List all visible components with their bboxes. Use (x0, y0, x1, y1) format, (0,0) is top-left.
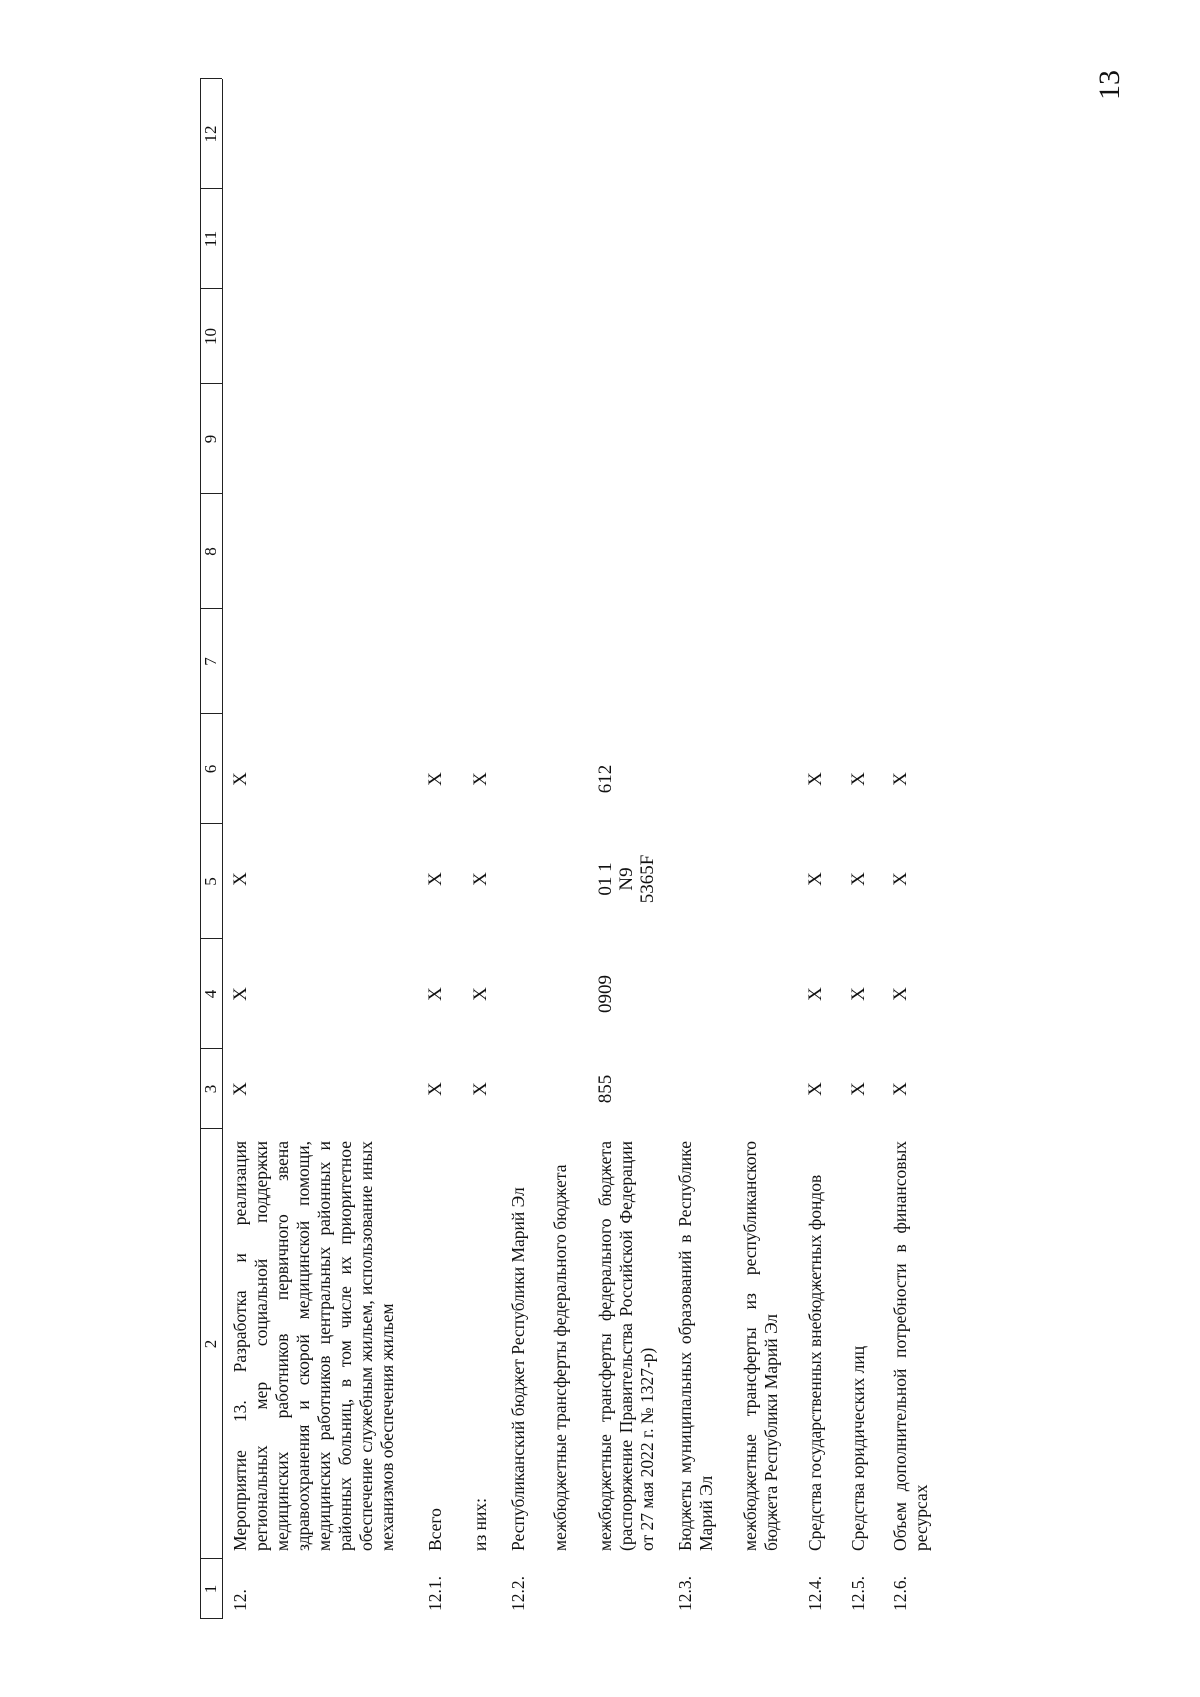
cell-col4: X (890, 987, 911, 1001)
column-header-9: 9 (201, 434, 220, 444)
cell-col6: X (470, 772, 491, 786)
row-name: межбюджетные трансферты из республиканского бюджета Республики Марий Эл (740, 1141, 781, 1551)
budget-table (200, 79, 980, 1619)
row-name: Объем дополнительной потребности в финансовых ресурсах (890, 1141, 931, 1551)
cell-col3: X (890, 1082, 911, 1096)
column-header-11: 11 (201, 230, 220, 248)
row-name: Мероприятие 13. Разработка и реализация региональных мер социальной поддержки медицинских работников первичного звена здравоохранения и скорой медицинской помощи, медицинских работников центральных районных и районных больниц, в том числе их приоритетное обеспечение служебным жильем, использование иных механизмов обеспечения жильем (230, 1141, 397, 1551)
column-header-12: 12 (201, 125, 220, 143)
cell-col3: X (805, 1082, 826, 1096)
column-header-8: 8 (201, 547, 220, 556)
cell-col3: X (848, 1082, 869, 1096)
cell-col4: X (848, 987, 869, 1001)
row-name: Средства юридических лиц (848, 1345, 868, 1551)
cell-col5: X (230, 872, 251, 886)
cell-col4: X (470, 987, 491, 1001)
cell-col5: X (890, 872, 911, 886)
cell-col5-line: 5365F (637, 854, 658, 904)
cell-col6: X (805, 772, 826, 786)
row-number: 12.4. (805, 1576, 825, 1611)
row-name: Всего (425, 1508, 445, 1551)
row-name: Бюджеты муниципальных образований в Республике Марий Эл (675, 1141, 716, 1551)
column-header-5: 5 (201, 877, 220, 886)
cell-col3: X (470, 1082, 491, 1096)
header-bottom-rule (222, 79, 223, 1619)
cell-col3: X (425, 1082, 446, 1096)
cell-col4: X (230, 987, 251, 1001)
cell-col6: X (890, 772, 911, 786)
row-name: Средства государственных внебюджетных фондов (805, 1174, 825, 1551)
cell-col5-line: 01 1 (595, 862, 616, 896)
cell-col6: X (848, 772, 869, 786)
row-number: 12.6. (890, 1576, 910, 1611)
cell-col4: X (425, 987, 446, 1001)
row-number: 12. (230, 1589, 250, 1611)
column-header-1: 1 (201, 1584, 220, 1594)
cell-col3: X (230, 1082, 251, 1096)
cell-col6: X (230, 772, 251, 786)
cell-col5: X (425, 872, 446, 886)
cell-col4: 0909 (595, 975, 616, 1013)
column-header-4: 4 (201, 989, 220, 999)
row-number: 12.5. (848, 1576, 868, 1611)
cell-col6: X (425, 772, 446, 786)
column-header-7: 7 (201, 657, 220, 666)
page-number: 13 (1093, 70, 1126, 100)
column-header-3: 3 (201, 1084, 220, 1094)
cell-col5 (595, 834, 658, 924)
cell-col4: X (805, 987, 826, 1001)
row-number: 12.1. (425, 1576, 445, 1611)
row-number: 12.2. (508, 1576, 528, 1611)
cell-col5-line: N9 (616, 867, 637, 891)
column-header-10: 10 (201, 328, 220, 345)
row-number: 12.3. (675, 1576, 695, 1611)
cell-col5: X (470, 872, 491, 886)
column-header-2: 2 (201, 1339, 220, 1349)
row-name: межбюджетные трансферты федерального бюджета (распоряжение Правительства Российской Федерации от 27 мая 2022 г. № 1327-р) (595, 1141, 657, 1551)
cell-col6: 612 (595, 764, 616, 794)
row-name: Республиканский бюджет Республики Марий Эл (508, 1187, 528, 1551)
row-name: межбюджетные трансферты федерального бюджета (550, 1164, 570, 1551)
column-header-6: 6 (201, 764, 220, 774)
row-name: из них: (470, 1498, 490, 1551)
cell-col5: X (848, 872, 869, 886)
cell-col3: 855 (595, 1074, 616, 1104)
cell-col5: X (805, 872, 826, 886)
